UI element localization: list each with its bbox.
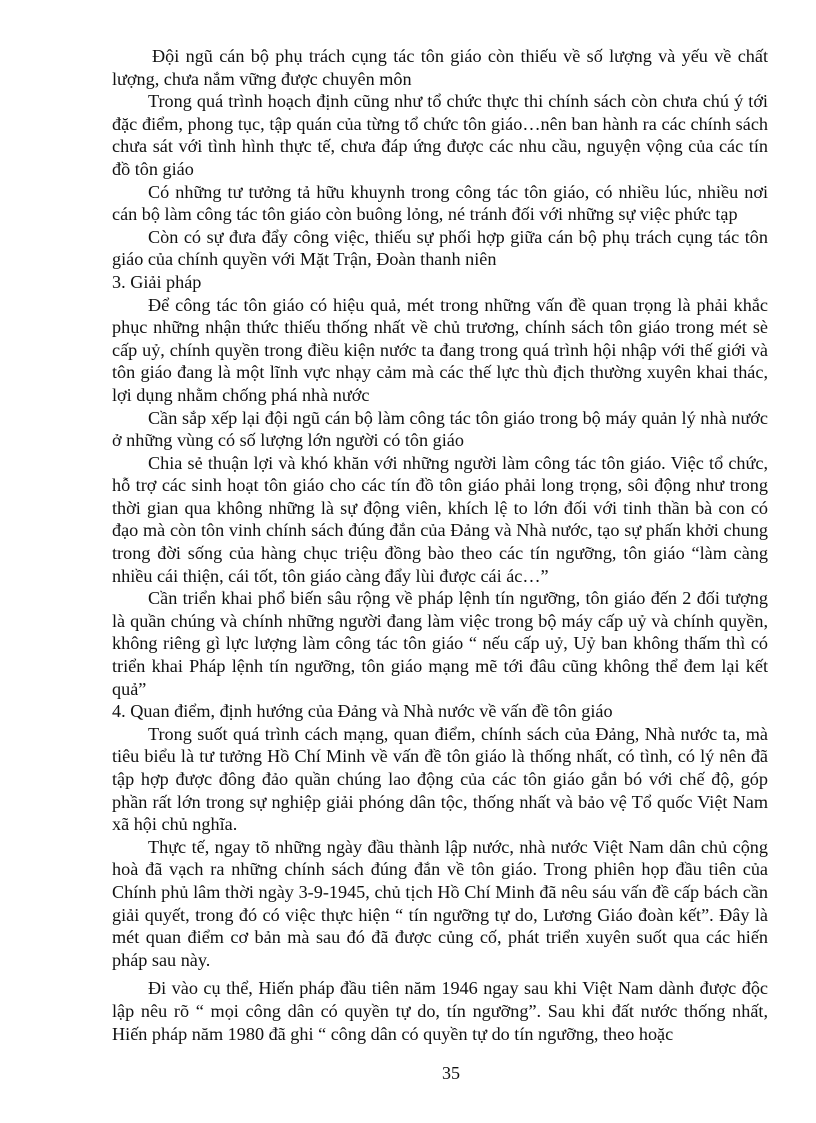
paragraph-9: Trong suốt quá trình cách mạng, quan điểm, chính sách của Đảng, Nhà nước ta, mà tiêu biểu là tư tưởng Hồ Chí Minh về vấn đề tôn giáo là thống nhất, có tình, có lý nên đã tập hợp được đông đảo quần chúng lao động của các tôn giáo gắn bó với chế độ, góp phần rất lớn trong sự nghiệp giải phóng dân tộc, thống nhất và bảo vệ Tổ quốc Việt Nam xã hội chủ nghĩa. [112,723,768,835]
paragraph-4: Còn có sự đưa đẩy công việc, thiếu sự phối hợp giữa cán bộ phụ trách cụng tác tôn giáo của chính quyền với Mặt Trận, Đoàn thanh niên [112,226,768,270]
paragraph-10: Thực tế, ngay tõ những ngày đầu thành lập nước, nhà nước Việt Nam dân chủ cộng hoà đã vạch ra những chính sách đúng đắn về tôn giáo. Trong phiên họp đầu tiên của Chính phủ lâm thời ngày 3-9-1945, chủ tịch Hồ Chí Minh đã nêu sáu vấn đề cấp bách cần giải quyết, trong đó có việc thực hiện “ tín ngưỡng tự do, Lương Giáo đoàn kết”. Đây là mét quan điểm cơ bản mà sau đó đã được củng cố, phát triển xuyên suốt qua các hiến pháp sau này. [112,836,768,970]
page-number: 35 [442,1063,460,1083]
paragraph-3: Có những tư tưởng tả hữu khuynh trong công tác tôn giáo, có nhiều lúc, nhiều nơi cán bộ làm công tác tôn giáo còn buông lỏng, né tránh đối với những sự việc phức tạp [112,181,768,225]
paragraph-11: Đi vào cụ thể, Hiến pháp đầu tiên năm 1946 ngay sau khi Việt Nam dành được độc lập nêu rõ “ mọi công dân có quyền tự do, tín ngưỡng”. Sau khi đất nước thống nhất, Hiến pháp năm 1980 đã ghi “ công dân có quyền tự do tín ngưỡng, theo hoặc [112,978,768,1044]
page-footer [0,1062,816,1085]
paragraph-7: Chia sẻ thuận lợi và khó khăn với những người làm công tác tôn giáo. Việc tổ chức, hỗ trợ các sinh hoạt tôn giáo cho các tín đồ tôn giáo phải long trọng, sôi động như trong thời gian qua không những là sự động viên, khích lệ to lớn đối với tinh thần bà con có đạo mà còn tôn vinh chính sách đúng đắn của Đảng và Nhà nước, tạo sự phấn khởi chung trong đời sống của hàng chục triệu đồng bào theo các tín ngưỡng, tôn giáo “làm càng nhiều cái thiện, cái tốt, tôn giáo càng đẩy lùi được cái ác…” [112,452,768,586]
paragraph-2: Trong quá trình hoạch định cũng như tổ chức thực thi chính sách còn chưa chú ý tới đặc điểm, phong tục, tập quán của từng tổ chức tôn giáo…nên ban hành ra các chính sách chưa sát với tình hình thực tế, chưa đáp ứng được các nhu cầu, nguyện vộng của các tín đồ tôn giáo [112,91,768,179]
section-heading-3: 3. Giải pháp [112,271,202,292]
paragraph-5: Để công tác tôn giáo có hiệu quả, mét trong những vấn đề quan trọng là phải khắc phục những nhận thức thiếu thống nhất về chủ trương, chính sách tôn giáo trong mét sè cấp uỷ, chính quyền trong điều kiện nước ta đang trong quá trình hội nhập với thế giới và tôn giáo đang là một lĩnh vực nhạy cảm mà các thế lực thù địch thường xuyên khai thác, lợi dụng nhằm chống phá nhà nước [112,294,768,405]
page-body [112,45,768,1045]
section-heading-4: 4. Quan điểm, định hướng của Đảng và Nhà nước về vấn đề tôn giáo [112,701,613,722]
paragraph-6: Cần sắp xếp lại đội ngũ cán bộ làm công tác tôn giáo trong bộ máy quản lý nhà nước ở những vùng có số lượng lớn người có tôn giáo [112,407,768,451]
paragraph-8: Cần triển khai phổ biến sâu rộng về pháp lệnh tín ngưỡng, tôn giáo đến 2 đối tượng là quần chúng và chính những người đang làm việc trong bộ máy cấp uỷ và chính quyền, không riêng gì lực lượng làm công tác tôn giáo “ nếu cấp uỷ, Uỷ ban không thấm thì có triển khai Pháp lệnh tín ngưỡng, tôn giáo mạng mẽ tới đâu cũng không thể đem lại kết quả” [112,588,768,699]
paragraph-1: Đội ngũ cán bộ phụ trách cụng tác tôn giáo còn thiếu về số lượng và yếu về chất lượng, chưa nắm vững được chuyên môn [112,46,768,89]
